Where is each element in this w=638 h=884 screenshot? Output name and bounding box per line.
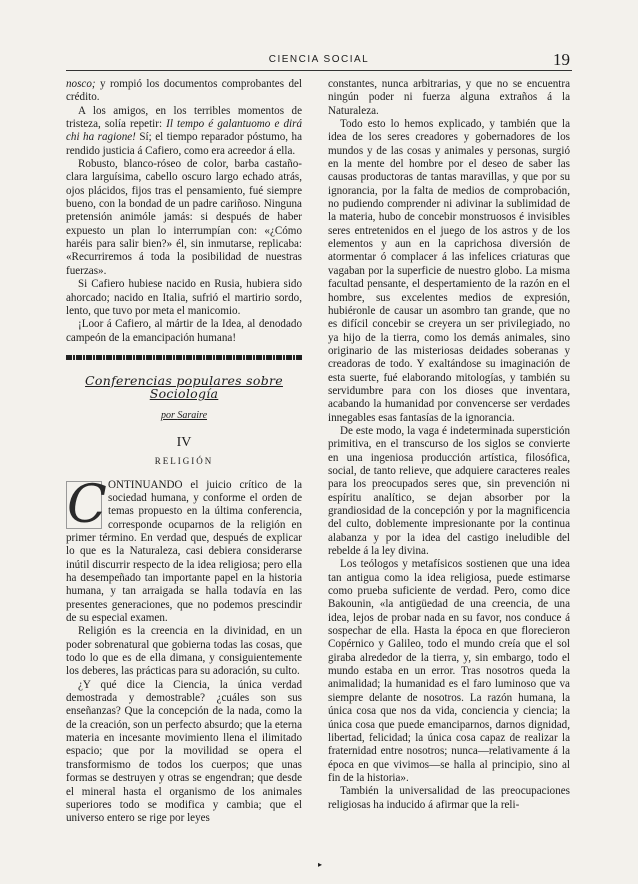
paragraph: ¡Loor á Cafiero, al mártir de la Idea, al denodado campeón de la emancipación humana!	[66, 318, 302, 344]
running-header	[66, 52, 572, 71]
chapter-number: IV	[176, 434, 192, 450]
left-column	[66, 78, 302, 826]
ornamental-divider	[66, 355, 302, 360]
paragraph: A los amigos, en los terribles momentos de tristeza, solía repetir: Il tempo é galantuomo e dirá chi ha ragione! Sí; el tiempo reparador póstumo, ha rendido justicia á Cafiero, como era acreedor á ella.	[66, 104, 303, 157]
right-column	[328, 78, 570, 812]
article-title: Conferencias populares sobre Sociología	[85, 372, 283, 402]
paragraph: También la universalidad de las preocupaciones religiosas ha inducido á afirmar que la reli-	[328, 785, 570, 811]
footer-mark: ▸	[318, 860, 323, 869]
section-heading: RELIGIÓN	[154, 456, 214, 467]
paragraph: Religión es la creencia en la divinidad, en un poder sobrenatural que gobierna todas las cosas, que todo lo que es de ella dimana, y consiguientemente los deberes, las prácticas para su adoración, su culto.	[66, 625, 302, 678]
paragraph: Los teólogos y metafísicos sostienen que una idea tan antigua como la idea religiosa, puede estimarse como prueba suficiente de verdad. Pero, como dice Bakounin, «la antigüedad de una creencia, de una idea, lejos de probar nada en su favor, nos conduce á sospechar de ella. Hasta la época en que florecieron Copérnico y Galileo, todo el mundo creía que el sol giraba alrededor de la tierra, y, sin embargo, todo el mundo estaba en un error. Tras nosotros queda la animalidad; la humanidad es el faro luminoso que va siempre delante de nosotros. La razón humana, la única cosa que nos da vida, conciencia y ciencia; la única cosa que puede emanciparnos, darnos dignidad, libertad, felicidad; la única cosa capaz de realizar la fraternidad entre nosotros; nunca—relativamente á la época en que vivimos—se halla al principio, sino al fin de la historia».	[328, 558, 570, 784]
paragraph: C ONTINUANDO el juicio crítico de la sociedad humana, y conforme el orden de temas propuesto en la última conferencia, corresponde ocuparnos de la religión en primer término. En verdad que, después de explicar lo que es la Naturaleza, casi debiera considerarse inútil discurrir respecto de la idea religiosa; pero ella ha desempeñado tan importante papel en la historia humana, y tan arraigada se halla todavía en las presentes generaciones, que no podemos prescindir de su especial examen.	[66, 474, 302, 625]
paragraph: Todo esto lo hemos explicado, y también que la idea de los seres creadores y gobernadores de los mundos y de las cosas y animales y personas, surgió en la mente del hombre por el deseo de saber las causas productoras de tantas maravillas, y que por su ignorancia, por la falta de medios de comprobación, no pudiendo comprender ni adivinar la sublimidad de la materia, hubo de concebir monstruosos é invisibles seres entretenidos en el juego de los astros y de los elementos y aun en la caprichosa diversión de atormentar ó complacer á las infelices criaturas que vagaban por la superficie de nuestro globo. La misma facultad pensante, el despertamiento de la razón en el hombre, sus excelentes medios de expresión, hubiéronle de causar un asombro tan grande, que no es difícil concebir se creyera un ser privilegiado, no ya hijo de la tierra, como los demás animales, sino originario de las misteriosas deidades soberanas y creadoras de todo. Y exaltándose su imaginación de esta suerte, fué elaborando mitologías, y también su servidumbre para con los dioses que inventara, acabando la humanidad por convencerse ser verdades innegables esas fantasías de la ignorancia.	[328, 118, 570, 424]
page-number: 19	[553, 50, 570, 69]
paragraph: Si Cafiero hubiese nacido en Rusia, hubiera sido ahorcado; nacido en Italia, sufrió el martirio sordo, lento, que tuvo por meta el manicomio.	[66, 278, 302, 317]
paragraph: Robusto, blanco-róseo de color, barba castaño-clara larguísima, cabello oscuro largo echado atrás, ojos plácidos, fijos tras el pensamiento, fué siempre bueno, con la bondad de un padre cariñoso. Ninguna pretensión animóle jamás: si después de haber expuesto un plan lo interrumpían con: «¿Cómo haréis para salir bien?» él, sin inmutarse, replicaba: «Recurriremos á toda la posibilidad de nuestras fuerzas».	[66, 158, 302, 277]
journal-title: CIENCIA SOCIAL	[268, 54, 370, 65]
article-author: por Saraire	[160, 409, 208, 421]
drop-cap: C	[67, 474, 107, 535]
paragraph: ¿Y qué dice la Ciencia, la única verdad demostrada y demostrable? ¿cuáles son sus enseñanzas? Que la concepción de la nada, como la de la creación, son un perfecto absurdo; que la eterna materia en incesante movimiento llena el ilimitado espacio; que por la movilidad se opera el transformismo de todos los cuerpos; que unas formas se destruyen y otras se engendran; que desde el mineral hasta el organismo de los animales superiores todo se modifica y cambia; que el universo entero se rige por leyes	[66, 678, 302, 825]
paragraph: constantes, nunca arbitrarias, y que no se encuentra ningún poder ni fuerza alguna extraños á la Naturaleza.	[328, 78, 570, 117]
paragraph: De este modo, la vaga é indeterminada superstición primitiva, en el transcurso de los siglos se convierte en una ingeniosa producción artística, filosófica, social, de tanto relieve, que adquiere caracteres reales para los preocupados seres que, sin prevención ni espíritu analítico, se dejan absorber por la grandiosidad de la concepción y por la magnificencia del culto, doblemente impresionante por la continua alabanza y por la idea del castigo ineludible del rebelde á la ley divina.	[328, 424, 570, 558]
paragraph: nosco; y rompió los documentos comprobantes del crédito.	[66, 78, 302, 104]
